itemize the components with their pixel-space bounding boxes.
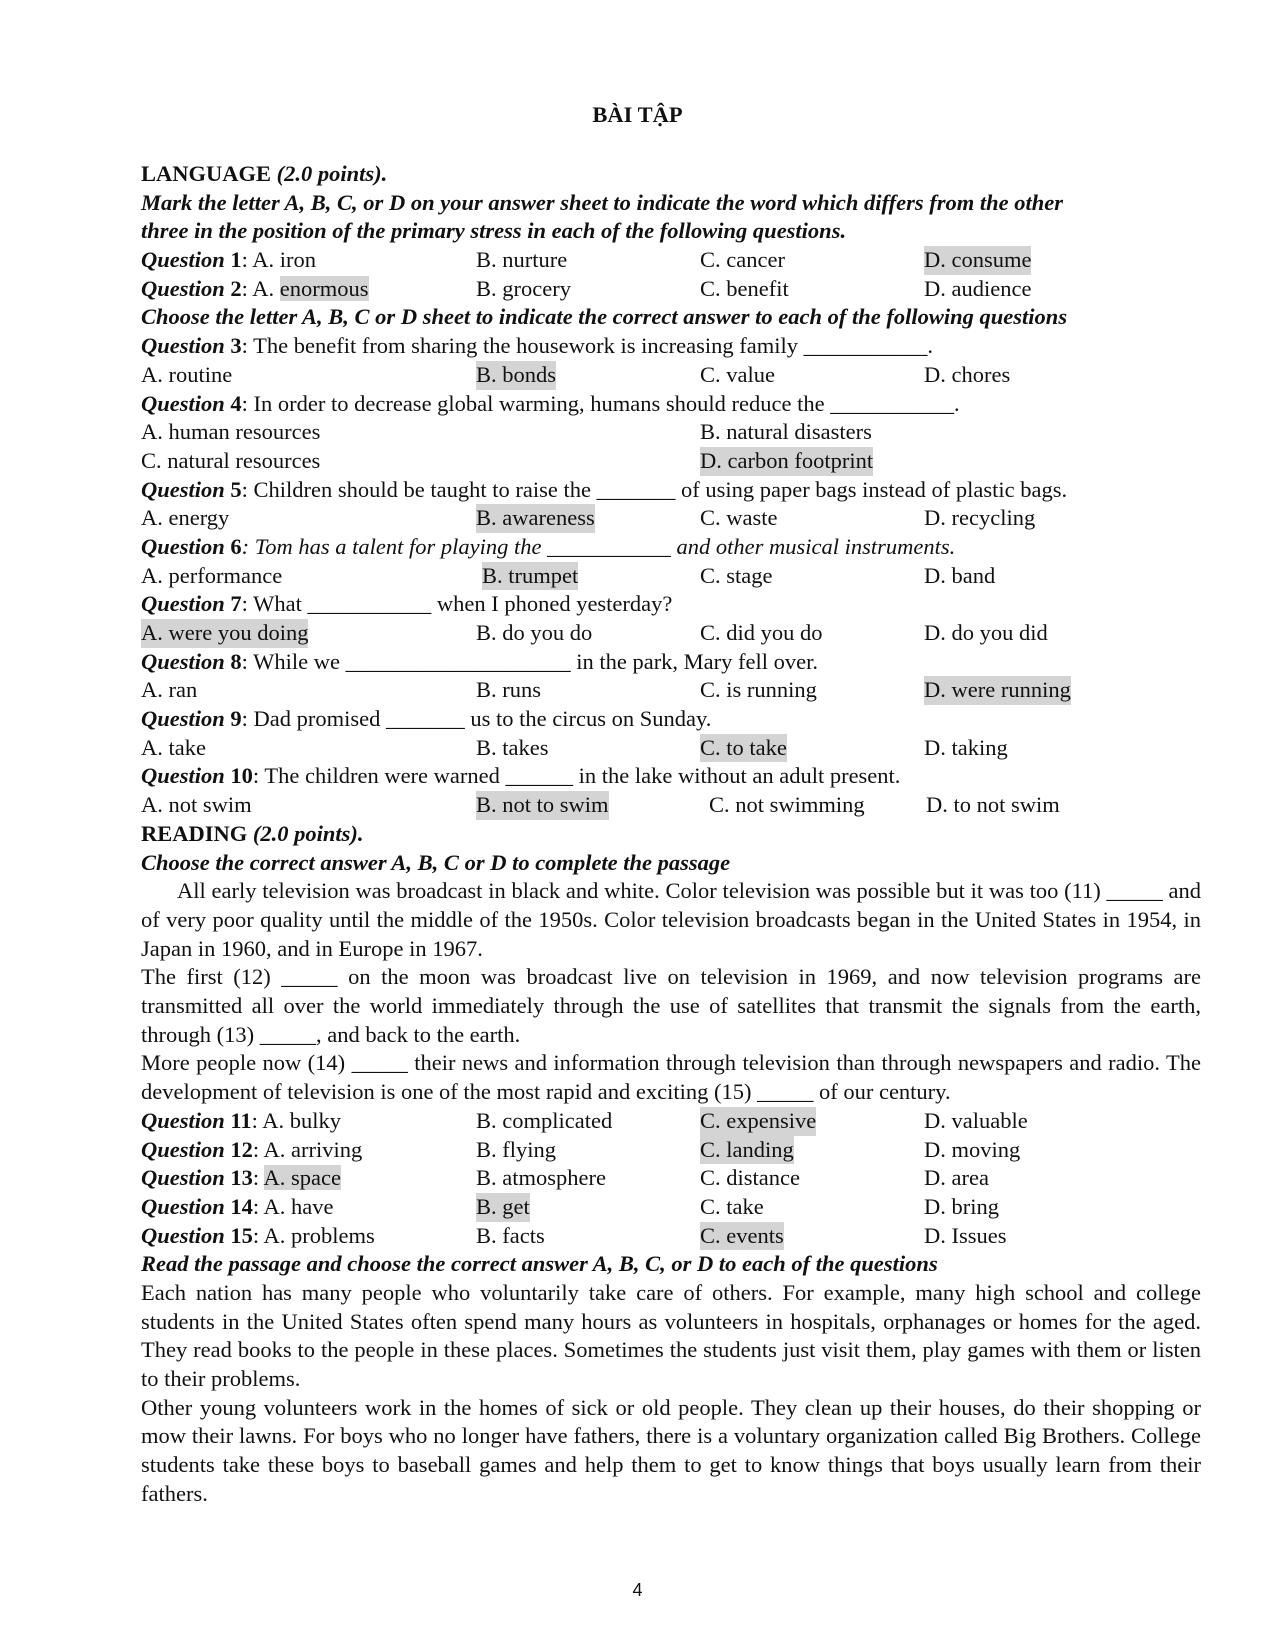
- question-6-options: [141, 562, 1201, 591]
- question-2: Question 2: A. enormous B. grocery C. benefit D. audience: [141, 275, 1201, 304]
- option-b-highlighted: B. bonds: [476, 361, 556, 390]
- question-10-options: [141, 791, 1201, 820]
- option-a: A. human resources: [141, 419, 321, 445]
- passage-2-paragraph-2: Other young volunteers work in the homes of sick or old people. They clean up their houses, do their shopping or mow their lawns. For boys who no longer have fathers, there is a voluntary organization called Big Brothers. College students take these boys to baseball games and help them to get to know things that boys usually learn from their fathers.: [141, 1394, 1201, 1506]
- question-8-options: [141, 676, 1201, 705]
- option-d: D. moving: [924, 1136, 1021, 1162]
- reading-instruction-1: Choose the correct answer A, B, C or D to complete the passage: [141, 849, 731, 875]
- option-c-highlighted: C. expensive: [700, 1107, 816, 1136]
- option-d: D. area: [924, 1165, 989, 1191]
- question-4-stem: Question 4: In order to decrease global warming, humans should reduce the ___________.: [141, 390, 960, 416]
- option-a-highlighted: enormous: [279, 275, 369, 301]
- option-b-highlighted: B. awareness: [476, 504, 595, 533]
- option-d: D. band: [924, 562, 996, 588]
- option-b: B. runs: [476, 677, 542, 703]
- option-a: A. performance: [141, 562, 283, 588]
- option-c: C. value: [700, 361, 775, 387]
- question-5-stem: Question 5: Children should be taught to raise the _______ of using paper bags instead of plastic bags.: [141, 476, 1068, 502]
- question-12: Question 12: A. arriving B. flying C. landing D. moving: [141, 1136, 1201, 1165]
- question-3-stem: Question 3: The benefit from sharing the housework is increasing family ___________.: [141, 333, 933, 359]
- option-c: C. distance: [700, 1165, 800, 1191]
- option-b: B. grocery: [476, 275, 571, 301]
- option-b-highlighted: B. get: [476, 1193, 530, 1222]
- question-5-options: [141, 504, 1201, 533]
- option-b: B. takes: [476, 734, 549, 760]
- option-c: C. waste: [700, 505, 778, 531]
- option-b: B. natural disasters: [700, 419, 872, 445]
- question-13: Question 13: A. space B. atmosphere C. distance D. area: [141, 1164, 1201, 1193]
- option-a: A. energy: [141, 505, 230, 531]
- question-9-stem: Question 9: Dad promised _______ us to the circus on Sunday.: [141, 706, 712, 732]
- option-c: C. benefit: [700, 275, 789, 301]
- passage-1-paragraph-2: The first (12) _____ on the moon was broadcast live on television in 1969, and now television programs are transmitted all over the world immediately through the use of satellites that transmit the signals from the earth, through (13) _____, and back to the earth.: [141, 964, 1201, 1047]
- document-body: [141, 160, 1201, 1509]
- question-4-options-ab: [141, 418, 1201, 447]
- language-instruction-1: Mark the letter A, B, C, or D on your answer sheet to indicate the word which differs from the other: [141, 189, 1063, 215]
- option-c: C. stage: [700, 562, 773, 588]
- reading-heading: READING (2.0 points).: [141, 820, 364, 846]
- question-14: Question 14: A. have B. get C. take D. bring: [141, 1193, 1201, 1222]
- option-b: B. flying: [476, 1136, 557, 1162]
- option-c-highlighted: C. events: [700, 1222, 784, 1251]
- question-3-options: [141, 361, 1201, 390]
- option-c: C. is running: [700, 677, 817, 703]
- question-7-options: [141, 619, 1201, 648]
- option-a: A. routine: [141, 361, 233, 387]
- question-7-stem: Question 7: What ___________ when I phoned yesterday?: [141, 591, 673, 617]
- option-d: D. bring: [924, 1193, 999, 1219]
- option-b: B. atmosphere: [476, 1165, 606, 1191]
- page-number: 4: [632, 1580, 643, 1600]
- question-9-options: [141, 734, 1201, 763]
- option-c: C. did you do: [700, 620, 823, 645]
- option-b: B. complicated: [476, 1107, 613, 1133]
- option-a-highlighted: A. were you doing: [141, 619, 308, 648]
- option-a: A. not swim: [141, 792, 252, 818]
- option-c: C. not swimming: [709, 792, 865, 818]
- question-8-stem: Question 8: While we ____________________ in the park, Mary fell over.: [141, 648, 819, 674]
- language-heading: LANGUAGE (2.0 points).: [141, 161, 388, 186]
- option-c: C. cancer: [700, 247, 785, 273]
- option-c-highlighted: C. landing: [700, 1136, 794, 1165]
- option-c: C. natural resources: [141, 447, 321, 473]
- option-b: B. do you do: [476, 620, 593, 645]
- option-d-highlighted: D. consume: [924, 246, 1031, 275]
- option-d-highlighted: D. carbon footprint: [700, 447, 873, 476]
- option-b: B. facts: [476, 1222, 545, 1248]
- option-d: D. to not swim: [926, 792, 1060, 818]
- question-1: Question 1: A. iron B. nurture C. cancer D. consume: [141, 246, 1201, 275]
- option-d-highlighted: D. were running: [924, 676, 1071, 705]
- passage-1-paragraph-3: More people now (14) _____ their news and information through television than through newspapers and radio. The development of television is one of the most rapid and exciting (15) _____ of our century.: [141, 1050, 1201, 1105]
- option-c: C. take: [700, 1193, 764, 1219]
- option-d: D. recycling: [924, 505, 1036, 531]
- question-4-options-cd: [141, 447, 1201, 476]
- question-10-stem: Question 10: The children were warned ______ in the lake without an adult present.: [141, 763, 901, 789]
- option-b-highlighted: B. not to swim: [476, 791, 609, 820]
- passage-1-paragraph-1: All early television was broadcast in black and white. Color television was possible but it was too (11) _____ and of very poor quality until the middle of the 1950s. Color television broadcasts began in the United States in 1954, in Japan in 1960, and in Europe in 1967.: [141, 878, 1201, 961]
- option-c-highlighted: C. to take: [700, 734, 787, 763]
- reading-instruction-2: Read the passage and choose the correct answer A, B, C, or D to each of the questions: [141, 1251, 938, 1277]
- option-b: B. nurture: [476, 247, 568, 273]
- language-instruction-2: Choose the letter A, B, C or D sheet to indicate the correct answer to each of the following questions: [141, 304, 1068, 330]
- question-15: Question 15: A. problems B. facts C. events D. Issues: [141, 1222, 1201, 1251]
- question-6-stem: Question 6: Tom has a talent for playing the ___________ and other musical instruments.: [141, 533, 956, 559]
- page-title: BÀI TẬP: [592, 102, 683, 127]
- question-11: Question 11: A. bulky B. complicated C. expensive D. valuable: [141, 1107, 1201, 1136]
- option-a: A. take: [141, 734, 206, 760]
- option-a: A. ran: [141, 677, 198, 703]
- option-d: D. taking: [924, 734, 1008, 760]
- option-d: D. do you did: [924, 620, 1048, 645]
- option-d: D. valuable: [924, 1107, 1028, 1133]
- option-d: D. Issues: [924, 1222, 1007, 1248]
- option-d: D. audience: [924, 275, 1032, 301]
- option-b-highlighted: B. trumpet: [482, 562, 578, 591]
- passage-2-paragraph-1: Each nation has many people who voluntarily take care of others. For example, many high school and college students in the United States often spend many hours as volunteers in hospitals, orphanages or homes for the aged. They read books to the people in these places. Sometimes the students just visit them, play games with them or listen to their problems.: [141, 1279, 1201, 1392]
- language-instruction-1b: three in the position of the primary stress in each of the following questions.: [141, 218, 847, 244]
- option-d: D. chores: [924, 361, 1011, 387]
- option-a-highlighted: A. space: [263, 1165, 342, 1191]
